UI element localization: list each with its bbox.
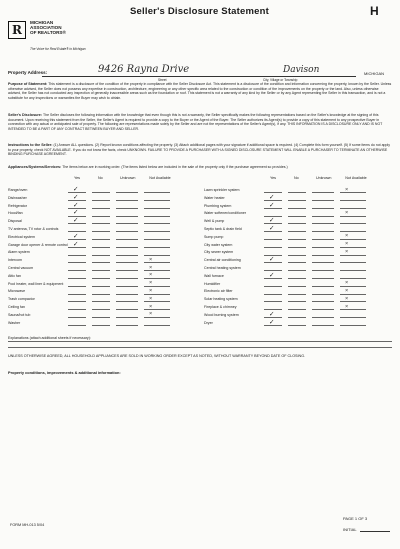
purpose-paragraph xyxy=(8,82,392,100)
realtor-logo-icon: R xyxy=(8,21,26,39)
col-no-label: No xyxy=(98,176,103,180)
unknown-answer-field[interactable] xyxy=(116,255,138,256)
yes-answer-field[interactable] xyxy=(68,301,86,302)
not-available-answer-field[interactable] xyxy=(340,200,366,201)
not-available-answer-field[interactable] xyxy=(340,247,366,248)
appliance-label: Alarm system xyxy=(8,250,30,255)
unknown-answer-field[interactable] xyxy=(312,317,334,318)
appliances-paragraph xyxy=(8,165,392,170)
check-mark-icon: ✓ xyxy=(73,185,79,193)
appliance-label: Ceiling fan xyxy=(8,305,25,309)
page-number: PAGE 1 OF 3 xyxy=(343,516,368,521)
street-value[interactable]: 9426 Rayna Drive xyxy=(98,64,190,75)
unknown-answer-field[interactable] xyxy=(312,309,334,310)
left-column-header xyxy=(8,174,196,186)
form-letter: H xyxy=(370,4,379,18)
check-mark-icon: ✓ xyxy=(269,317,275,326)
col-not-available-label: Not Available xyxy=(345,176,367,180)
x-mark-icon: × xyxy=(149,280,153,287)
appliance-label: Hood/fan xyxy=(8,211,23,216)
not-available-answer-field[interactable] xyxy=(144,270,170,271)
association-line-2: ASSOCIATION xyxy=(30,25,62,30)
not-available-answer-field[interactable] xyxy=(144,325,170,326)
check-mark-icon: ✓ xyxy=(73,216,79,225)
unknown-answer-field[interactable] xyxy=(312,223,334,224)
x-mark-icon: × xyxy=(345,280,349,287)
yes-answer-field[interactable] xyxy=(68,286,86,287)
unknown-answer-field[interactable] xyxy=(312,278,334,279)
appliance-label: Sump pump xyxy=(204,234,224,239)
no-answer-field[interactable] xyxy=(92,239,110,240)
no-answer-field[interactable] xyxy=(288,286,306,287)
check-mark-icon: ✓ xyxy=(269,200,275,209)
appliance-label: Water heater xyxy=(204,195,225,200)
city-value[interactable]: Davison xyxy=(283,65,320,75)
unknown-answer-field[interactable] xyxy=(116,192,138,193)
appliance-label: Humidifier xyxy=(204,281,221,286)
check-mark-icon: ✓ xyxy=(269,224,275,232)
not-available-answer-field[interactable] xyxy=(340,255,366,256)
col-unknown-label: Unknown xyxy=(316,176,332,180)
unknown-answer-field[interactable] xyxy=(116,325,138,326)
unknown-answer-field[interactable] xyxy=(116,223,138,224)
initial-field[interactable] xyxy=(360,531,390,532)
no-answer-field[interactable] xyxy=(288,294,306,295)
appliance-row xyxy=(204,218,392,225)
yes-answer-field[interactable] xyxy=(68,325,86,326)
not-available-answer-field[interactable] xyxy=(340,278,366,279)
no-answer-field[interactable] xyxy=(92,262,110,263)
unknown-answer-field[interactable] xyxy=(116,200,138,201)
unknown-answer-field[interactable] xyxy=(312,286,334,287)
appliance-label: Dishwasher xyxy=(8,195,27,200)
appliance-label: Plumbing system xyxy=(204,203,232,208)
appliance-row xyxy=(8,200,196,210)
explanation-line[interactable] xyxy=(8,341,392,342)
yes-answer-field[interactable] xyxy=(68,255,86,256)
not-available-answer-field[interactable] xyxy=(340,208,366,209)
appliance-row xyxy=(8,296,196,303)
not-available-answer-field[interactable] xyxy=(340,216,366,217)
yes-answer-field[interactable] xyxy=(264,301,282,302)
unknown-answer-field[interactable] xyxy=(312,270,334,271)
x-mark-icon: × xyxy=(149,264,153,271)
no-answer-field[interactable] xyxy=(92,325,110,326)
appliance-label: TV antenna, TV rotor & controls xyxy=(8,227,59,231)
not-available-answer-field[interactable] xyxy=(144,200,170,201)
unknown-answer-field[interactable] xyxy=(116,309,138,310)
appliance-row xyxy=(8,257,196,264)
not-available-answer-field[interactable] xyxy=(340,301,366,302)
not-available-answer-field[interactable] xyxy=(340,262,366,263)
yes-answer-field[interactable] xyxy=(68,294,86,295)
unknown-answer-field[interactable] xyxy=(116,231,138,232)
appliance-label: Intercom xyxy=(8,258,22,263)
no-answer-field[interactable] xyxy=(288,317,306,318)
yes-answer-field[interactable] xyxy=(264,247,282,248)
association-line-1: MICHIGAN xyxy=(30,20,54,25)
appliance-row xyxy=(8,218,196,225)
no-answer-field[interactable] xyxy=(92,255,110,256)
appliance-label: Central vacuum xyxy=(8,266,34,270)
not-available-answer-field[interactable] xyxy=(144,317,170,318)
no-answer-field[interactable] xyxy=(92,301,110,302)
appliance-label: Lawn sprinkler system xyxy=(204,188,240,192)
not-available-answer-field[interactable] xyxy=(144,309,170,310)
appliance-row xyxy=(204,304,392,311)
explanations-block xyxy=(8,336,392,340)
yes-answer-field[interactable] xyxy=(68,278,86,279)
no-answer-field[interactable] xyxy=(92,200,110,201)
unknown-answer-field[interactable] xyxy=(312,192,334,193)
no-answer-field[interactable] xyxy=(92,309,110,310)
check-mark-icon: ✓ xyxy=(73,200,79,209)
not-available-answer-field[interactable] xyxy=(144,301,170,302)
unknown-answer-field[interactable] xyxy=(116,216,138,217)
not-available-answer-field[interactable] xyxy=(144,278,170,279)
no-answer-field[interactable] xyxy=(92,278,110,279)
col-unknown-label: Unknown xyxy=(120,176,136,180)
check-mark-icon: ✓ xyxy=(73,208,79,217)
appliances-notice: UNLESS OTHERWISE AGREED, ALL HOUSEHOLD APPLIANCES ARE SOLD IN WORKING ORDER EXCEPT AS NOTED, WITHOUT WARRANTY BEYOND DATE OF CLOSING. xyxy=(8,354,306,358)
instructions-paragraph xyxy=(8,143,392,157)
purpose-heading: Purpose of Statement: xyxy=(8,82,48,86)
x-mark-icon: × xyxy=(149,256,153,263)
yes-answer-field[interactable] xyxy=(68,309,86,310)
state-value: MICHIGAN xyxy=(364,71,384,76)
appliance-row xyxy=(204,210,392,217)
appliance-label: Electronic air filter xyxy=(204,289,233,294)
no-answer-field[interactable] xyxy=(92,231,110,232)
unknown-answer-field[interactable] xyxy=(312,216,334,217)
appliance-row xyxy=(204,296,392,303)
unknown-answer-field[interactable] xyxy=(116,270,138,271)
not-available-answer-field[interactable] xyxy=(144,286,170,287)
yes-answer-field[interactable] xyxy=(264,239,282,240)
no-answer-field[interactable] xyxy=(92,294,110,295)
seller-disclosure-text: The Seller discloses the following information with the knowledge that even though this is not a warranty, the Seller specifically makes the following representations based on the Seller's knowledge at the signing of this document. Upon receiving this statement from the Seller, the Seller's Agent is required to provide a copy to the Buyer or the Agent of the Buyer. The Seller authorizes its Agent(s) to provide a copy of this statement to any prospective Buyer in connection with any actual or anticipated sale of property. The following are representations made solely by the Seller and are not the representations of the Seller's Agent(s), if any. THIS INFORMATION IS A DISCLOSURE ONLY AND IS NOT INTENDED TO BE A PART OF ANY CONTRACT BETWEEN BUYER AND SELLER. xyxy=(8,113,383,131)
appliance-row xyxy=(8,249,196,256)
association-tagline: The Voice for Real Estate® in Michigan xyxy=(30,47,86,51)
no-answer-field[interactable] xyxy=(92,223,110,224)
no-answer-field[interactable] xyxy=(288,223,306,224)
x-mark-icon: × xyxy=(345,287,349,294)
appliance-row xyxy=(204,226,392,233)
check-mark-icon: ✓ xyxy=(269,270,275,279)
purpose-text: This statement is a disclosure of the condition of the property in compliance with the Seller Disclosure Act. This statement is a disclosure of the condition and information concerning the property, known by the Seller. Unless otherwise advised, the Seller does not possess any expertise in construction, architecture, engineering or any other specific area related to the construction or condition of the improvements on the property or the land. Also, unless otherwise advised, the Seller has not conducted any inspection of generally inaccessible areas such as the foundation or roof. This statement is not a warranty of any kind by the Seller or by any Agent representing the Seller in this transaction, and is not a substitute for any inspections or warranties the Buyer may wish to obtain. xyxy=(8,82,392,100)
appliance-row xyxy=(8,192,196,202)
x-mark-icon: × xyxy=(345,303,349,310)
appliance-row xyxy=(8,239,196,249)
not-available-answer-field[interactable] xyxy=(144,294,170,295)
appliances-text: The items below are in working order. (The items listed below are included in the sale of the property only if the purchase agreement so provides.) xyxy=(62,165,288,169)
col-no-label: No xyxy=(294,176,299,180)
yes-answer-field[interactable] xyxy=(264,286,282,287)
not-available-answer-field[interactable] xyxy=(144,216,170,217)
appliance-label: City water system xyxy=(204,242,233,247)
appliance-label: Attic fan xyxy=(8,273,21,278)
unknown-answer-field[interactable] xyxy=(116,301,138,302)
no-answer-field[interactable] xyxy=(288,208,306,209)
appliance-row xyxy=(8,210,196,217)
appliance-row xyxy=(8,226,196,233)
not-available-answer-field[interactable] xyxy=(340,239,366,240)
no-answer-field[interactable] xyxy=(92,192,110,193)
no-answer-field[interactable] xyxy=(288,255,306,256)
no-answer-field[interactable] xyxy=(288,200,306,201)
not-available-answer-field[interactable] xyxy=(144,223,170,224)
unknown-answer-field[interactable] xyxy=(312,239,334,240)
initial-label: INITIAL xyxy=(343,527,357,532)
appliance-label: Wall furnace xyxy=(204,273,224,278)
association-name xyxy=(30,20,90,35)
no-answer-field[interactable] xyxy=(92,208,110,209)
unknown-answer-field[interactable] xyxy=(312,255,334,256)
x-mark-icon: × xyxy=(149,287,153,294)
no-answer-field[interactable] xyxy=(92,216,110,217)
no-answer-field[interactable] xyxy=(288,301,306,302)
no-answer-field[interactable] xyxy=(92,317,110,318)
appliance-label: Microwave xyxy=(8,289,26,294)
instructions-heading: Instructions to the Seller: xyxy=(8,143,53,147)
yes-answer-field[interactable] xyxy=(68,317,86,318)
appliance-label: Central heating system xyxy=(204,266,241,270)
appliance-label: Fireplace & chimney xyxy=(204,305,237,309)
no-answer-field[interactable] xyxy=(288,247,306,248)
not-available-answer-field[interactable] xyxy=(340,270,366,271)
not-available-answer-field[interactable] xyxy=(340,294,366,295)
appliance-label: Washer xyxy=(8,320,21,325)
appliance-row xyxy=(204,265,392,272)
not-available-answer-field[interactable] xyxy=(144,255,170,256)
city-caption: City, Village or Township xyxy=(263,78,298,82)
unknown-answer-field[interactable] xyxy=(116,286,138,287)
no-answer-field[interactable] xyxy=(288,216,306,217)
unknown-answer-field[interactable] xyxy=(312,200,334,201)
x-mark-icon: × xyxy=(345,295,349,302)
property-address-line xyxy=(42,76,356,77)
check-mark-icon: ✓ xyxy=(73,192,79,201)
appliance-label: Dryer xyxy=(204,320,213,325)
no-answer-field[interactable] xyxy=(288,270,306,271)
unknown-answer-field[interactable] xyxy=(312,325,334,326)
not-available-answer-field[interactable] xyxy=(144,192,170,193)
appliance-label: Disposal xyxy=(8,219,22,224)
property-address-row xyxy=(8,64,392,82)
appliance-label: City sewer system xyxy=(204,250,234,255)
appliance-label: Wood burning system xyxy=(204,312,239,317)
appliance-label: Trash compactor xyxy=(8,297,35,302)
unknown-answer-field[interactable] xyxy=(312,208,334,209)
not-available-answer-field[interactable] xyxy=(340,192,366,193)
not-available-answer-field[interactable] xyxy=(144,208,170,209)
appliance-label: Electrical system xyxy=(8,234,35,239)
unknown-answer-field[interactable] xyxy=(312,247,334,248)
right-column-header xyxy=(204,174,392,186)
form-id: FORM MH-013 5/04 xyxy=(10,523,45,527)
appliance-row xyxy=(204,281,392,288)
col-yes-label: Yes xyxy=(74,176,81,180)
not-available-answer-field[interactable] xyxy=(340,223,366,224)
appliance-row xyxy=(204,257,392,264)
x-mark-icon: × xyxy=(345,186,349,193)
not-available-answer-field[interactable] xyxy=(144,262,170,263)
col-not-available-label: Not Available xyxy=(149,176,171,180)
appliance-row xyxy=(8,288,196,295)
x-mark-icon: × xyxy=(149,303,153,310)
property-address-label: Property Address: xyxy=(8,70,48,75)
not-available-answer-field[interactable] xyxy=(144,231,170,232)
appliance-label: Solar heating system xyxy=(204,297,238,302)
x-mark-icon: × xyxy=(149,272,153,279)
no-answer-field[interactable] xyxy=(288,192,306,193)
not-available-answer-field[interactable] xyxy=(340,317,366,318)
no-answer-field[interactable] xyxy=(288,325,306,326)
document-title: Seller's Disclosure Statement xyxy=(130,6,270,17)
appliance-row xyxy=(204,270,392,280)
association-line-3: OF REALTORS® xyxy=(30,30,66,35)
no-answer-field[interactable] xyxy=(288,262,306,263)
appliance-row xyxy=(8,187,196,194)
appliance-row xyxy=(8,312,196,319)
appliance-row xyxy=(204,242,392,249)
x-mark-icon: × xyxy=(345,248,349,255)
appliance-row xyxy=(8,273,196,280)
appliance-row xyxy=(204,249,392,256)
unknown-answer-field[interactable] xyxy=(116,262,138,263)
not-available-answer-field[interactable] xyxy=(340,325,366,326)
appliance-label: Pool heater, wall liner & equipment xyxy=(8,281,64,286)
appliance-label: Septic tank & drain field xyxy=(204,227,242,231)
appliance-row xyxy=(8,304,196,311)
yes-answer-field[interactable] xyxy=(68,270,86,271)
conditions-heading: Property conditions, improvements & additional information: xyxy=(8,370,121,375)
unknown-answer-field[interactable] xyxy=(116,294,138,295)
check-mark-icon: ✓ xyxy=(269,216,275,225)
appliance-label: Refrigerator xyxy=(8,203,27,208)
x-mark-icon: × xyxy=(149,295,153,302)
appliance-label: Central air conditioning xyxy=(204,258,241,263)
not-available-answer-field[interactable] xyxy=(144,247,170,248)
yes-answer-field[interactable] xyxy=(264,294,282,295)
no-answer-field[interactable] xyxy=(288,239,306,240)
no-answer-field[interactable] xyxy=(288,231,306,232)
seller-disclosure-heading: Seller's Disclosure: xyxy=(8,113,43,117)
check-mark-icon: ✓ xyxy=(269,255,275,264)
unknown-answer-field[interactable] xyxy=(116,317,138,318)
appliance-row xyxy=(204,309,392,319)
explanations-label: Explanations (attach additional sheets if necessary): xyxy=(8,336,91,340)
unknown-answer-field[interactable] xyxy=(116,208,138,209)
unknown-answer-field[interactable] xyxy=(312,301,334,302)
seller-disclosure-paragraph xyxy=(8,113,392,131)
check-mark-icon: ✓ xyxy=(269,309,275,318)
appliance-row xyxy=(204,234,392,241)
not-available-answer-field[interactable] xyxy=(144,239,170,240)
appliance-label: Range/oven xyxy=(8,188,28,192)
unknown-answer-field[interactable] xyxy=(116,278,138,279)
unknown-answer-field[interactable] xyxy=(312,294,334,295)
check-mark-icon: ✓ xyxy=(73,231,79,240)
no-answer-field[interactable] xyxy=(288,309,306,310)
x-mark-icon: × xyxy=(345,209,349,216)
unknown-answer-field[interactable] xyxy=(312,262,334,263)
check-mark-icon: ✓ xyxy=(73,239,79,248)
unknown-answer-field[interactable] xyxy=(116,247,138,248)
appliance-row xyxy=(204,192,392,202)
appliance-row xyxy=(8,231,196,241)
not-available-answer-field[interactable] xyxy=(340,286,366,287)
x-mark-icon: × xyxy=(149,311,153,318)
appliance-row xyxy=(204,200,392,210)
appliance-row xyxy=(8,281,196,288)
appliance-label: Water softener/conditioner xyxy=(204,211,247,216)
appliance-label: Sauna/hot tub xyxy=(8,312,31,317)
appliance-row xyxy=(204,187,392,194)
appliance-label: Garage door opener & remote control xyxy=(8,242,68,247)
col-yes-label: Yes xyxy=(270,176,277,180)
appliance-row xyxy=(8,320,196,327)
not-available-answer-field[interactable] xyxy=(340,231,366,232)
appliances-heading: Appliances/Systems/Services: xyxy=(8,165,62,169)
unknown-answer-field[interactable] xyxy=(312,231,334,232)
appliance-row xyxy=(204,288,392,295)
check-mark-icon: ✓ xyxy=(269,192,275,201)
no-answer-field[interactable] xyxy=(92,286,110,287)
appliance-row xyxy=(204,317,392,327)
appliance-row xyxy=(8,265,196,272)
no-answer-field[interactable] xyxy=(92,270,110,271)
x-mark-icon: × xyxy=(345,241,349,248)
appliance-label: Well & pump xyxy=(204,219,225,224)
x-mark-icon: × xyxy=(345,233,349,240)
explanation-line[interactable] xyxy=(8,347,392,348)
not-available-answer-field[interactable] xyxy=(340,309,366,310)
yes-answer-field[interactable] xyxy=(68,262,86,263)
instructions-text: (1) Answer ALL questions. (2) Report known conditions affecting the property. (3) Attach additional pages with your signature if additional space is required. (4) Complete this form yourself. (5) If some items do not apply to your property, check NOT AVAILABLE. If you do not know the facts, check UNKNOWN. FAILURE TO PROVIDE A PURCHASER WITH A SIGNED DISCLOSURE STATEMENT WILL ENABLE A PURCHASER TO TERMINATE AN OTHERWISE BINDING PURCHASE AGREEMENT. xyxy=(8,143,390,156)
no-answer-field[interactable] xyxy=(288,278,306,279)
no-answer-field[interactable] xyxy=(92,247,110,248)
street-caption: Street xyxy=(158,78,167,82)
unknown-answer-field[interactable] xyxy=(116,239,138,240)
